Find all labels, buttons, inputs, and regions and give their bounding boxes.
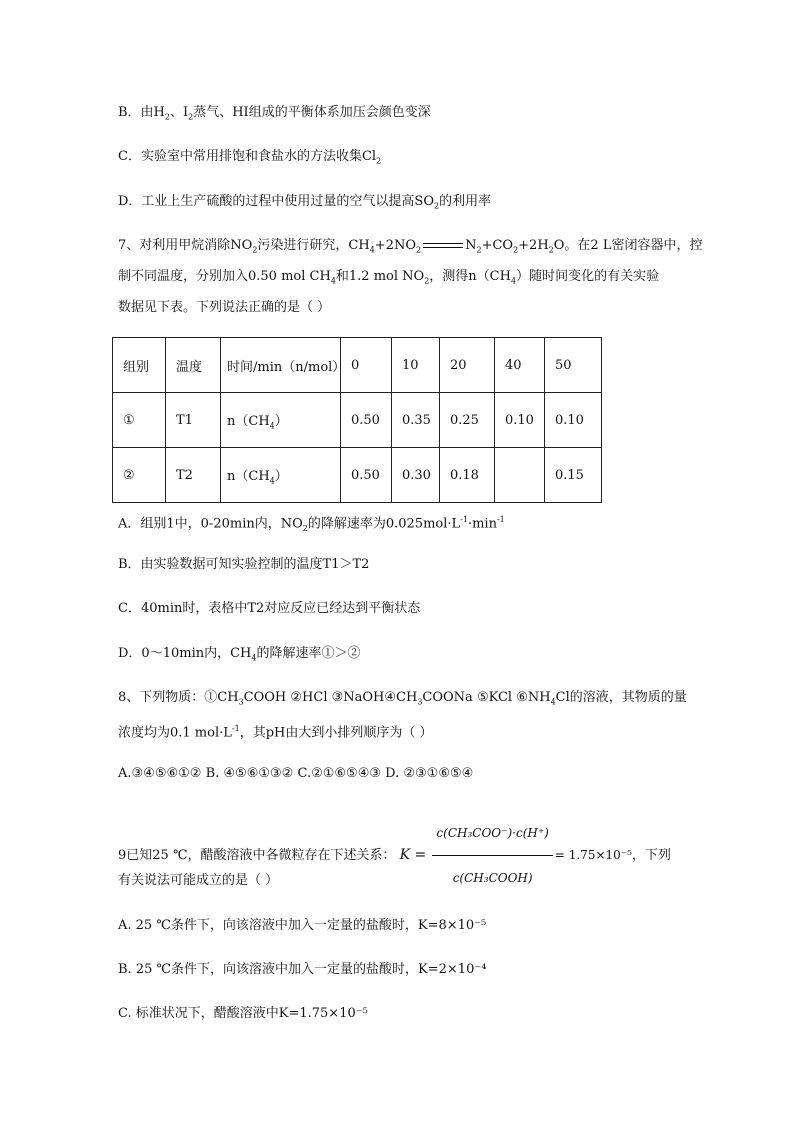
q7-stem-line3: 数据见下表。下列说法正确的是（ ） (118, 300, 331, 315)
equilibrium-expression: $\frac{\text{c(CH₃COO⁻)·c(H⁺)}}{\text{c(CH₃COOH)}}$ (432, 813, 552, 898)
table-cell (495, 448, 545, 503)
q9-option-c: C. 标准状况下，醋酸溶液中K=1.75×10⁻⁵ (118, 1006, 368, 1021)
q9-stem-line1: 9已知25 ℃，醋酸溶液中各微粒存在下述关系： K = $\frac{\text{c(CH₃COO⁻)·c(H⁺)}}{\text{c(CH₃COOH)}}$ = 1.75×10⁻⁵，下列 (118, 813, 671, 898)
q7-option-b: B．由实验数据可知实验控制的温度T1＞T2 (118, 557, 370, 572)
option-d-prev: D．工业上生产硫酸的过程中使用过量的空气以提高$SO_2$的利用率 (118, 194, 492, 211)
table-cell: 0.50 (341, 448, 392, 503)
table-cell: T1 (166, 393, 221, 448)
table-cell: $n(CH_4)$ (221, 393, 341, 448)
q9-option-b: B. 25 ℃条件下，向该溶液中加入一定量的盐酸时，K=2×10⁻⁴ (118, 962, 487, 977)
table-header-cell: 20 (440, 338, 495, 393)
table-row (113, 448, 602, 503)
table-header-cell: 温度 (166, 338, 221, 393)
table-header-cell: 10 (392, 338, 440, 393)
q9-stem-line2: 有关说法可能成立的是（ ） (118, 873, 279, 888)
q7-option-a: A．组别1中，0-20min内，$NO_2$的降解速率为$0.025mol\cdot L^{-1}\cdot\min^{-1}$ (118, 515, 505, 533)
table-header-cell: 0 (341, 338, 392, 393)
equilibrium-sign-icon (423, 241, 463, 251)
table-cell: ① (113, 393, 166, 448)
q7-data-table (112, 337, 602, 503)
option-c-prev: C．实验室中常用排饱和食盐水的方法收集$Cl_2$ (118, 149, 382, 166)
table-header-cell: 时间/min（n/mol） (221, 338, 341, 393)
q9-option-a: A. 25 ℃条件下，向该溶液中加入一定量的盐酸时，K=8×10⁻⁵ (118, 918, 487, 933)
equilibrium-constant-symbol: K = (399, 847, 427, 863)
q8-stem-line2: 浓度均为0.1 $mol\cdot L^{-1}$，其pH由大到小排列顺序为（ ） (118, 724, 433, 741)
table-cell: $n(CH_4)$ (221, 448, 341, 503)
q8-stem-line1: 8、下列物质：$①CH_3COOH$ ②HCl $③NaOH④CH_3COONa$ ⑤KCl $⑥NH_4Cl$的溶液，其物质的量 (118, 690, 687, 707)
table-header-cell: 40 (495, 338, 545, 393)
table-cell: 0.25 (440, 393, 495, 448)
q7-option-c: C．40min时，表格中T2对应反应已经达到平衡状态 (118, 601, 421, 616)
q7-option-d: D．0～10min内，$CH_4$的降解速率①＞② (118, 646, 361, 663)
q7-stem-line2: 制不同温度，分别加入0.50 mol $CH_4$和1.2 mol $NO_2$，测得$n(CH_4)$随时间变化的有关实验 (118, 269, 660, 286)
table-cell: 0.18 (440, 448, 495, 503)
table-header-row (113, 338, 602, 393)
table-cell: 0.35 (392, 393, 440, 448)
q8-options: A.③④⑤⑥①② B. ④⑤⑥①③② C.②①⑥⑤④③ D. ②③①⑥⑤④ (118, 766, 474, 781)
table-cell: T2 (166, 448, 221, 503)
table-cell: 0.10 (545, 393, 602, 448)
table-cell: 0.15 (545, 448, 602, 503)
table-cell: 0.10 (495, 393, 545, 448)
q7-stem-line1: 7、对利用甲烷消除$NO_2$污染进行研究，$CH_4+2NO_2$ $N_2+CO_2+2H_2O$。在2 L密闭容器中，控 (118, 238, 703, 255)
table-row (113, 393, 602, 448)
table-cell: ② (113, 448, 166, 503)
table-header-cell: 50 (545, 338, 602, 393)
table-cell: 0.30 (392, 448, 440, 503)
table-cell: 0.50 (341, 393, 392, 448)
option-b-prev: B．由$H_2$、$I_2$蒸气、HI组成的平衡体系加压会颜色变深 (118, 105, 431, 122)
table-header-cell: 组别 (113, 338, 166, 393)
